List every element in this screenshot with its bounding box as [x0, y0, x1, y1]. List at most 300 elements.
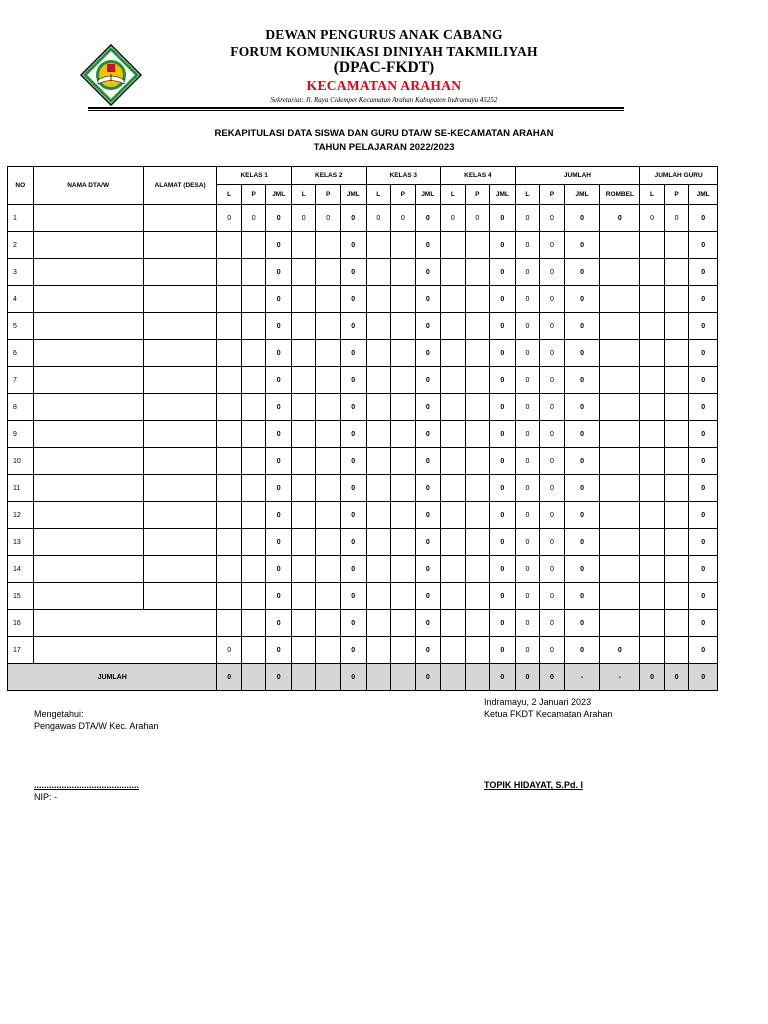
table-row	[8, 502, 718, 529]
table-cell: 0	[664, 664, 689, 691]
table-cell	[366, 394, 391, 421]
table-cell: 0	[415, 367, 441, 394]
table-cell: 0	[515, 259, 540, 286]
table-cell	[441, 610, 466, 637]
table-cell: 0	[689, 475, 718, 502]
table-cell	[291, 259, 316, 286]
table-cell	[465, 286, 490, 313]
table-cell	[600, 448, 640, 475]
signature-left-heading: Mengetahui:	[34, 709, 84, 719]
table-cell: 0	[564, 502, 600, 529]
table-cell	[366, 529, 391, 556]
table-cell: 0	[465, 205, 490, 232]
table-cell: 0	[340, 529, 366, 556]
table-cell	[391, 421, 416, 448]
table-row	[8, 610, 718, 637]
table-cell: 0	[515, 448, 540, 475]
table-cell	[441, 529, 466, 556]
table-cell	[441, 637, 466, 664]
table-cell: 0	[340, 502, 366, 529]
nama-cell	[33, 232, 143, 259]
header-alamat: ALAMAT (DESA)	[143, 167, 217, 205]
table-cell	[664, 556, 689, 583]
table-cell	[291, 475, 316, 502]
table-cell: 0	[515, 637, 540, 664]
table-cell	[465, 448, 490, 475]
table-cell	[366, 556, 391, 583]
table-cell	[441, 259, 466, 286]
table-cell	[441, 286, 466, 313]
header-jml: JML	[564, 185, 600, 205]
table-cell: 0	[689, 286, 718, 313]
table-cell	[391, 313, 416, 340]
table-cell: -	[600, 664, 640, 691]
table-cell	[441, 448, 466, 475]
table-cell	[241, 394, 266, 421]
table-cell	[366, 502, 391, 529]
table-cell: 0	[515, 664, 540, 691]
table-cell	[291, 421, 316, 448]
table-cell	[366, 664, 391, 691]
table-cell: 0	[490, 529, 516, 556]
nama-cell	[33, 583, 143, 610]
header-p: P	[465, 185, 490, 205]
table-cell	[366, 583, 391, 610]
table-cell: 0	[540, 232, 565, 259]
table-cell	[640, 286, 665, 313]
nama-cell	[33, 286, 143, 313]
alamat-cell	[143, 583, 217, 610]
table-cell: 0	[340, 232, 366, 259]
header-l: L	[640, 185, 665, 205]
table-cell	[664, 475, 689, 502]
header-p: P	[540, 185, 565, 205]
table-cell	[600, 529, 640, 556]
table-cell: 0	[515, 340, 540, 367]
table-cell: 0	[564, 367, 600, 394]
alamat-cell	[143, 340, 217, 367]
table-cell	[366, 610, 391, 637]
header-l: L	[515, 185, 540, 205]
table-cell: 0	[241, 205, 266, 232]
org-name-line1: DEWAN PENGURUS ANAK CABANG	[265, 27, 503, 42]
table-cell: 0	[415, 610, 441, 637]
table-cell: 0	[340, 394, 366, 421]
table-cell	[391, 340, 416, 367]
table-cell: 0	[540, 475, 565, 502]
table-cell	[441, 556, 466, 583]
table-cell: 0	[415, 232, 441, 259]
table-row	[8, 475, 718, 502]
table-cell	[664, 232, 689, 259]
alamat-cell	[143, 475, 217, 502]
table-cell	[640, 529, 665, 556]
table-cell: 0	[490, 475, 516, 502]
table-cell	[391, 232, 416, 259]
table-cell: 0	[540, 259, 565, 286]
table-cell	[316, 259, 341, 286]
table-cell	[217, 340, 242, 367]
table-cell: 0	[340, 556, 366, 583]
table-cell: 0	[266, 340, 292, 367]
table-cell	[291, 637, 316, 664]
row-number: 11	[8, 475, 34, 502]
table-row	[8, 205, 718, 232]
row-number: 12	[8, 502, 34, 529]
table-cell	[391, 259, 416, 286]
table-cell: 0	[217, 637, 242, 664]
org-district: KECAMATAN ARAHAN	[306, 78, 462, 93]
header-jml: JML	[415, 185, 441, 205]
table-cell: 0	[540, 448, 565, 475]
nama-alamat-cell	[33, 610, 217, 637]
table-cell: 0	[366, 205, 391, 232]
table-cell	[366, 232, 391, 259]
table-cell: 0	[340, 664, 366, 691]
table-cell: 0	[564, 637, 600, 664]
alamat-cell	[143, 313, 217, 340]
table-cell	[664, 421, 689, 448]
table-cell	[465, 664, 490, 691]
table-cell: 0	[689, 637, 718, 664]
table-cell: 0	[689, 313, 718, 340]
table-cell: 0	[564, 286, 600, 313]
org-abbreviation: (DPAC-FKDT)	[333, 59, 435, 76]
table-cell	[316, 475, 341, 502]
nama-cell	[33, 556, 143, 583]
signature-right-role: Ketua FKDT Kecamatan Arahan	[484, 709, 613, 719]
table-cell	[316, 502, 341, 529]
table-cell: 0	[689, 664, 718, 691]
header-p: P	[316, 185, 341, 205]
table-cell: 0	[564, 475, 600, 502]
nama-alamat-cell	[33, 637, 217, 664]
table-cell: 0	[266, 286, 292, 313]
table-cell	[465, 610, 490, 637]
table-row	[8, 556, 718, 583]
table-cell	[291, 232, 316, 259]
table-cell	[600, 610, 640, 637]
table-cell: 0	[515, 502, 540, 529]
table-cell	[640, 448, 665, 475]
table-cell: 0	[600, 205, 640, 232]
table-cell: 0	[217, 664, 242, 691]
table-cell	[241, 448, 266, 475]
table-cell	[640, 313, 665, 340]
table-cell	[316, 610, 341, 637]
table-cell	[241, 637, 266, 664]
header-jml: JML	[266, 185, 292, 205]
table-cell: 0	[415, 637, 441, 664]
table-cell	[316, 340, 341, 367]
table-cell	[291, 448, 316, 475]
table-cell: 0	[415, 556, 441, 583]
table-cell: 0	[340, 205, 366, 232]
table-cell	[465, 637, 490, 664]
table-cell: 0	[564, 556, 600, 583]
table-cell: 0	[266, 556, 292, 583]
table-cell	[241, 259, 266, 286]
table-cell	[291, 340, 316, 367]
table-cell: 0	[415, 664, 441, 691]
table-cell	[291, 367, 316, 394]
header-jml: JML	[490, 185, 516, 205]
table-cell	[366, 286, 391, 313]
row-number: 6	[8, 340, 34, 367]
table-cell: 0	[316, 205, 341, 232]
report-subtitle: TAHUN PELAJARAN 2022/2023	[313, 142, 455, 153]
table-cell: 0	[689, 556, 718, 583]
table-row	[8, 421, 718, 448]
table-row	[8, 286, 718, 313]
table-row	[8, 340, 718, 367]
table-cell	[600, 259, 640, 286]
table-cell: 0	[415, 583, 441, 610]
table-cell: 0	[415, 529, 441, 556]
row-number: 3	[8, 259, 34, 286]
table-cell: 0	[266, 637, 292, 664]
table-cell	[316, 556, 341, 583]
table-cell	[366, 475, 391, 502]
nama-cell	[33, 448, 143, 475]
table-cell	[241, 232, 266, 259]
header-p: P	[391, 185, 416, 205]
table-cell: 0	[564, 259, 600, 286]
table-cell	[217, 232, 242, 259]
alamat-cell	[143, 367, 217, 394]
table-cell: 0	[540, 610, 565, 637]
table-cell	[316, 583, 341, 610]
table-cell	[316, 313, 341, 340]
alamat-cell	[143, 448, 217, 475]
table-cell	[316, 664, 341, 691]
table-row	[8, 583, 718, 610]
table-cell: 0	[515, 232, 540, 259]
letterhead-rule-thick	[88, 107, 624, 109]
table-cell	[441, 421, 466, 448]
table-cell	[465, 232, 490, 259]
alamat-cell	[143, 529, 217, 556]
table-cell: 0	[515, 475, 540, 502]
table-cell: 0	[415, 340, 441, 367]
alamat-cell	[143, 232, 217, 259]
table-cell	[366, 448, 391, 475]
table-cell: 0	[266, 259, 292, 286]
table-cell: 0	[266, 610, 292, 637]
row-number: 14	[8, 556, 34, 583]
header-nama: NAMA DTA/W	[33, 167, 143, 205]
table-cell: 0	[266, 205, 292, 232]
header-jml: JML	[340, 185, 366, 205]
table-cell: 0	[564, 421, 600, 448]
table-cell: 0	[490, 556, 516, 583]
alamat-cell	[143, 556, 217, 583]
row-number: 10	[8, 448, 34, 475]
table-cell	[316, 421, 341, 448]
header-p: P	[664, 185, 689, 205]
table-cell	[241, 286, 266, 313]
table-cell: 0	[217, 205, 242, 232]
table-cell: 0	[540, 583, 565, 610]
table-cell: 0	[640, 664, 665, 691]
table-cell: 0	[391, 205, 416, 232]
table-cell	[391, 367, 416, 394]
alamat-cell	[143, 259, 217, 286]
table-cell	[441, 475, 466, 502]
table-cell	[441, 394, 466, 421]
table-row	[8, 394, 718, 421]
signature-left-nip: NIP: -	[34, 792, 58, 802]
table-cell: 0	[291, 205, 316, 232]
nama-cell	[33, 421, 143, 448]
table-cell: 0	[266, 367, 292, 394]
alamat-cell	[143, 205, 217, 232]
header-l: L	[441, 185, 466, 205]
header-jml: JML	[689, 185, 718, 205]
table-cell: 0	[490, 286, 516, 313]
table-cell	[640, 340, 665, 367]
table-row	[8, 367, 718, 394]
table-cell	[217, 529, 242, 556]
table-cell: 0	[540, 637, 565, 664]
table-cell	[217, 421, 242, 448]
table-cell: 0	[340, 583, 366, 610]
table-cell	[640, 394, 665, 421]
table-cell	[441, 313, 466, 340]
table-cell	[640, 259, 665, 286]
header-l: L	[366, 185, 391, 205]
table-cell	[664, 286, 689, 313]
table-cell	[291, 529, 316, 556]
row-number: 13	[8, 529, 34, 556]
header-kelas-1: KELAS 1	[217, 167, 292, 185]
table-cell: 0	[564, 313, 600, 340]
table-cell	[241, 664, 266, 691]
row-number: 1	[8, 205, 34, 232]
row-number: 5	[8, 313, 34, 340]
table-cell: 0	[415, 313, 441, 340]
row-number: 9	[8, 421, 34, 448]
table-cell: 0	[266, 232, 292, 259]
table-cell	[600, 313, 640, 340]
table-cell: 0	[490, 259, 516, 286]
header-kelas-2: KELAS 2	[291, 167, 366, 185]
table-cell: 0	[689, 529, 718, 556]
recap-table	[7, 166, 718, 691]
header-jumlah: JUMLAH	[515, 167, 640, 185]
table-cell: 0	[266, 421, 292, 448]
table-cell	[465, 502, 490, 529]
table-cell	[441, 502, 466, 529]
table-cell	[316, 529, 341, 556]
table-cell	[640, 502, 665, 529]
nama-cell	[33, 475, 143, 502]
table-cell: 0	[540, 286, 565, 313]
table-cell	[217, 610, 242, 637]
table-cell: 0	[490, 313, 516, 340]
table-cell	[465, 583, 490, 610]
table-cell: 0	[490, 502, 516, 529]
table-cell: 0	[515, 583, 540, 610]
row-number: 15	[8, 583, 34, 610]
table-cell: 0	[515, 367, 540, 394]
table-cell: 0	[564, 394, 600, 421]
table-cell	[640, 367, 665, 394]
row-number: 7	[8, 367, 34, 394]
table-cell	[366, 313, 391, 340]
table-cell	[241, 367, 266, 394]
table-cell: 0	[515, 529, 540, 556]
table-cell	[391, 637, 416, 664]
table-cell	[316, 394, 341, 421]
table-cell	[241, 583, 266, 610]
table-cell	[217, 367, 242, 394]
signature-left-name: ..........................................	[34, 780, 140, 790]
table-cell	[241, 556, 266, 583]
signature-right-name: TOPIK HIDAYAT, S.Pd. I	[484, 780, 584, 790]
table-cell	[664, 367, 689, 394]
table-cell: 0	[415, 502, 441, 529]
nama-cell	[33, 340, 143, 367]
nama-cell	[33, 259, 143, 286]
table-cell: 0	[689, 502, 718, 529]
table-cell: 0	[640, 205, 665, 232]
table-cell: 0	[564, 448, 600, 475]
table-cell	[664, 340, 689, 367]
table-cell	[465, 421, 490, 448]
table-cell: 0	[515, 556, 540, 583]
table-cell	[291, 583, 316, 610]
table-cell	[217, 394, 242, 421]
table-cell	[465, 529, 490, 556]
table-cell	[600, 232, 640, 259]
table-cell	[465, 340, 490, 367]
table-row	[8, 259, 718, 286]
table-cell	[217, 448, 242, 475]
table-cell	[316, 367, 341, 394]
table-cell	[465, 259, 490, 286]
row-number: 8	[8, 394, 34, 421]
table-cell	[391, 475, 416, 502]
header-row-1	[8, 167, 718, 185]
table-cell	[640, 475, 665, 502]
nama-cell	[33, 529, 143, 556]
table-cell	[291, 286, 316, 313]
total-row	[8, 664, 718, 691]
table-cell	[441, 583, 466, 610]
table-cell	[664, 610, 689, 637]
table-cell: 0	[490, 664, 516, 691]
table-cell: 0	[415, 286, 441, 313]
table-cell	[465, 394, 490, 421]
table-cell	[391, 448, 416, 475]
table-cell: 0	[490, 448, 516, 475]
table-cell	[640, 232, 665, 259]
table-cell	[291, 502, 316, 529]
table-cell	[366, 421, 391, 448]
row-number: 16	[8, 610, 34, 637]
table-cell	[391, 529, 416, 556]
table-cell	[664, 529, 689, 556]
table-cell	[640, 637, 665, 664]
table-row	[8, 637, 718, 664]
header-jumlah-guru: JUMLAH GURU	[640, 167, 718, 185]
table-cell: 0	[689, 259, 718, 286]
table-cell	[640, 583, 665, 610]
table-cell: 0	[540, 421, 565, 448]
header-p: P	[241, 185, 266, 205]
table-cell: 0	[340, 313, 366, 340]
